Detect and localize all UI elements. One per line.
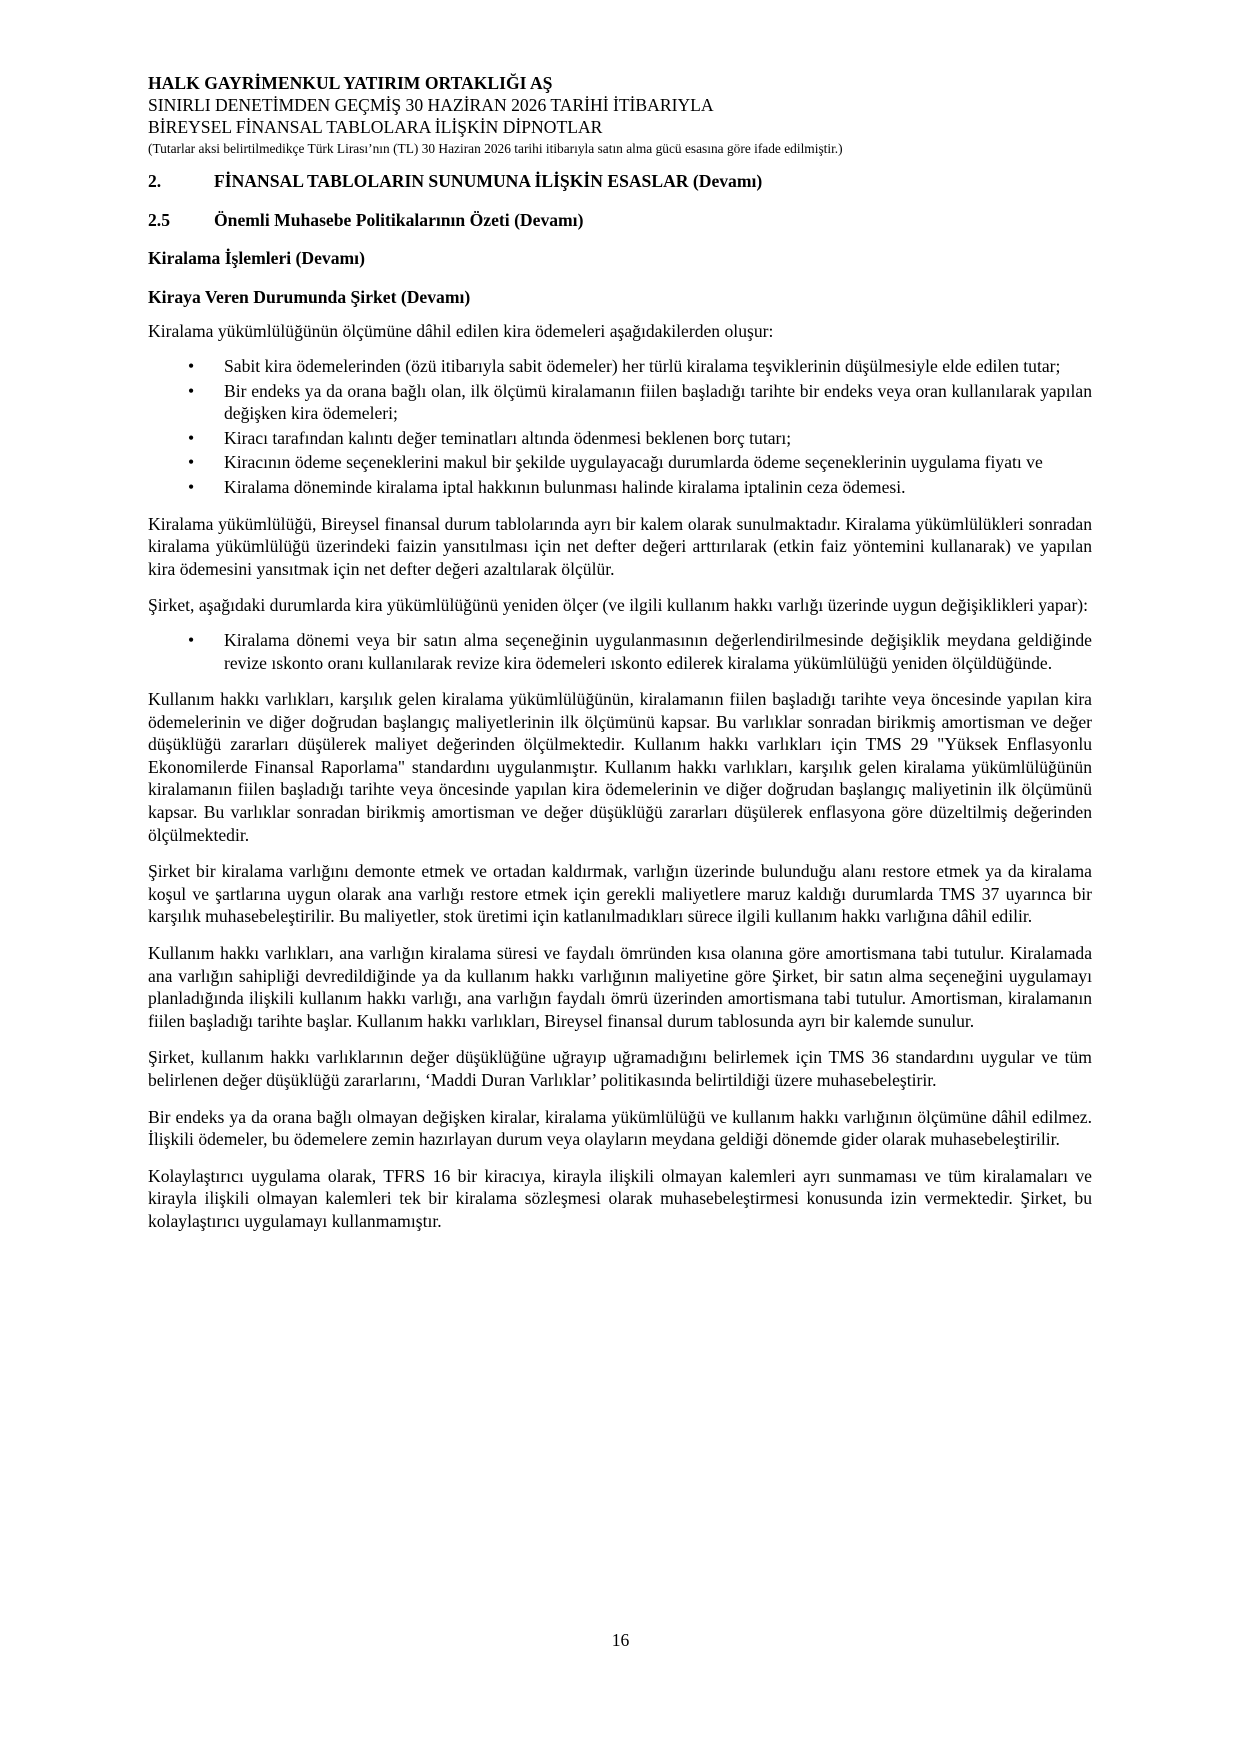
section-title: FİNANSAL TABLOLARIN SUNUMUNA İLİŞKİN ESASLAR (Devamı) [214, 171, 763, 191]
list-item-text: Bir endeks ya da orana bağlı olan, ilk ölçümü kiralamanın fiilen başladığı tarihte bir endeks veya oran kullanılarak yapılan değişken kira ödemeleri; [224, 380, 1092, 424]
body-paragraph: Şirket, kullanım hakkı varlıklarının değer düşüklüğüne uğrayıp uğramadığını belirlemek için TMS 36 standardını uygular ve tüm belirlenen değer düşüklüğü zararlarını, ‘Maddi Duran Varlıklar’ politikasında belirtildiği üzere muhasebeleştirir. [148, 1047, 1092, 1090]
bullet-icon: • [188, 476, 195, 497]
list-item-text: Kiracı tarafından kalıntı değer teminatları altında ödenmesi beklenen borç tutarı; [224, 427, 792, 448]
body-paragraph: Şirket, aşağıdaki durumlarda kira yükümlülüğünü yeniden ölçer (ve ilgili kullanım hakkı varlığı üzerinde uygun değişiklikleri yapar): [148, 595, 1089, 616]
subsection-heading [148, 209, 1092, 232]
bullet-icon: • [188, 355, 195, 376]
remeasurement-list [148, 629, 1092, 674]
bullet-icon: • [188, 380, 195, 401]
list-item-text: Kiracının ödeme seçeneklerini makul bir şekilde uygulayacağı durumlarda ödeme seçeneklerinin uygulama fiyatı ve [224, 452, 1043, 473]
body-paragraph: Kolaylaştırıcı uygulama olarak, TFRS 16 bir kiracıya, kirayla ilişkili olmayan kalemleri ayrı sunmaması ve tüm kiralamaları ve kirayla ilişkili olmayan kalemleri tek bir kiralama sözleşmesi olarak muhasebeleştirmesi konusunda izin vermektedir. Şirket, bu kolaylaştırıcı uygulamayı kullanmamıştır. [148, 1165, 1092, 1231]
list-item [148, 427, 1092, 450]
body-paragraph: Şirket bir kiralama varlığını demonte etmek ve ortadan kaldırmak, varlığın üzerinde bulunduğu alanı restore etmek ya da kiralama koşul ve şartlarına uygun olarak ana varlığı restore etmek için gerekli maliyetlere maruz kaldığı durumlarda TMS 37 uyarınca bir karşılık muhasebeleştirilir. Bu maliyetler, stok üretimi için katlanılmadıkları sürece ilgili kullanım hakkı varlığına dâhil edilir. [148, 861, 1092, 927]
bullet-icon: • [188, 427, 195, 448]
list-item [148, 476, 1092, 499]
body-paragraph: Kiralama yükümlülüğü, Bireysel finansal durum tablolarında ayrı bir kalem olarak sunulmaktadır. Kiralama yükümlülükleri sonradan kiralama yükümlülüğü üzerindeki faizin yansıtılması için net defter değeri arttırılarak (etkin faiz yöntemini kullanarak) ve yapılan kira ödemesini yansıtmak için net defter değeri azaltılarak ölçülür. [148, 513, 1092, 579]
bullet-icon: • [188, 452, 195, 473]
currency-note: (Tutarlar aksi belirtilmedikçe Türk Lirası’nın (TL) 30 Haziran 2026 tarihi itibarıyla satın alma gücü esasına göre ifade edilmiştir.) [148, 141, 843, 156]
list-item [148, 629, 1092, 674]
heading-leasing-transactions: Kiralama İşlemleri (Devamı) [148, 248, 365, 269]
subsection-title: Önemli Muhasebe Politikalarının Özeti (Devamı) [214, 209, 584, 230]
report-title-line: BİREYSEL FİNANSAL TABLOLARA İLİŞKİN DİPNOTLAR [148, 117, 603, 137]
body-paragraph: Kullanım hakkı varlıkları, karşılık gelen kiralama yükümlülüğünün, kiralamanın fiilen başladığı tarihte veya öncesinde yapılan kira ödemelerinin ve diğer doğrudan başlangıç maliyetlerinin ilk ölçümünü kapsar. Bu varlıklar sonradan birikmiş amortisman ve değer düşüklüğü zararları düşülerek maliyet değerinden ölçülmektedir. Kullanım hakkı varlıkları için TMS 29 "Yüksek Enflasyonlu Ekonomilerde Finansal Raporlama" standardını uygulanmıştır. Kullanım hakkı varlıkları, karşılık gelen kiralama yükümlülüğünün kiralamanın fiilen başladığı tarihte veya öncesinde yapılan kira ödemelerinin ve diğer doğrudan başlangıç maliyetinin ilk ölçümünü kapsar. Bu varlıklar sonradan birikmiş amortisman ve değer düşüklüğü zararları düşülerek enflasyona göre düzeltilmiş değerinden ölçülmektedir. [148, 689, 1092, 845]
page-number: 16 [611, 1630, 630, 1650]
document-page [148, 72, 1092, 1233]
list-item-text: Sabit kira ödemelerinden (özü itibarıyla sabit ödemeler) her türlü kiralama teşviklerinin düşülmesiyle elde edilen tutar; [224, 355, 1061, 376]
company-name: HALK GAYRİMENKUL YATIRIM ORTAKLIĞI AŞ [148, 73, 553, 93]
intro-paragraph: Kiralama yükümlülüğünün ölçümüne dâhil edilen kira ödemeleri aşağıdakilerden oluşur: [148, 321, 774, 342]
list-item [148, 380, 1092, 425]
list-item [148, 451, 1092, 474]
bullet-icon: • [188, 629, 195, 650]
body-paragraph: Kullanım hakkı varlıkları, ana varlığın kiralama süresi ve faydalı ömründen kısa olanına göre amortismana tabi tutulur. Kiralamada ana varlığın sahipliği devredildiğinde ya da kullanım hakkı varlığının maliyetine göre Şirket, bir satın alma seçeneğini uygulamayı planladığında ilişkili kullanım hakkı varlığı, ana varlığın faydalı ömrü üzerinden amortismana tabi tutulur. Amortisman, kiralamanın fiilen başladığı tarihte başlar. Kullanım hakkı varlıkları, Bireysel finansal durum tablosunda ayrı bir kalemde sunulur. [148, 943, 1092, 1031]
list-item-text: Kiralama dönemi veya bir satın alma seçeneğinin uygulanmasının değerlendirilmesinde değişiklik meydana geldiğinde revize ıskonto oranı kullanılarak revize kira ödemeleri ıskonto edilerek kiralama yükümlülüğü yeniden ölçüldüğünde. [224, 629, 1092, 673]
section-number: 2. [148, 171, 162, 191]
body-paragraph: Bir endeks ya da orana bağlı olmayan değişken kiralar, kiralama yükümlülüğü ve kullanım hakkı varlığının ölçümüne dâhil edilmez. İlişkili ödemeler, bu ödemelere zemin hazırlayan durum veya olayların meydana geldiği dönemde gider olarak muhasebeleştirilir. [148, 1106, 1092, 1150]
document-header [148, 72, 1092, 158]
subsection-number: 2.5 [148, 209, 170, 230]
heading-lessor-company: Kiraya Veren Durumunda Şirket (Devamı) [148, 286, 471, 307]
section-heading [148, 170, 1092, 193]
list-item [148, 355, 1092, 378]
report-period-line: SINIRLI DENETİMDEN GEÇMİŞ 30 HAZİRAN 2026 TARİHİ İTİBARIYLA [148, 95, 714, 115]
lease-payments-list [148, 355, 1092, 499]
list-item-text: Kiralama döneminde kiralama iptal hakkının bulunması halinde kiralama iptalinin ceza ödemesi. [224, 476, 906, 497]
